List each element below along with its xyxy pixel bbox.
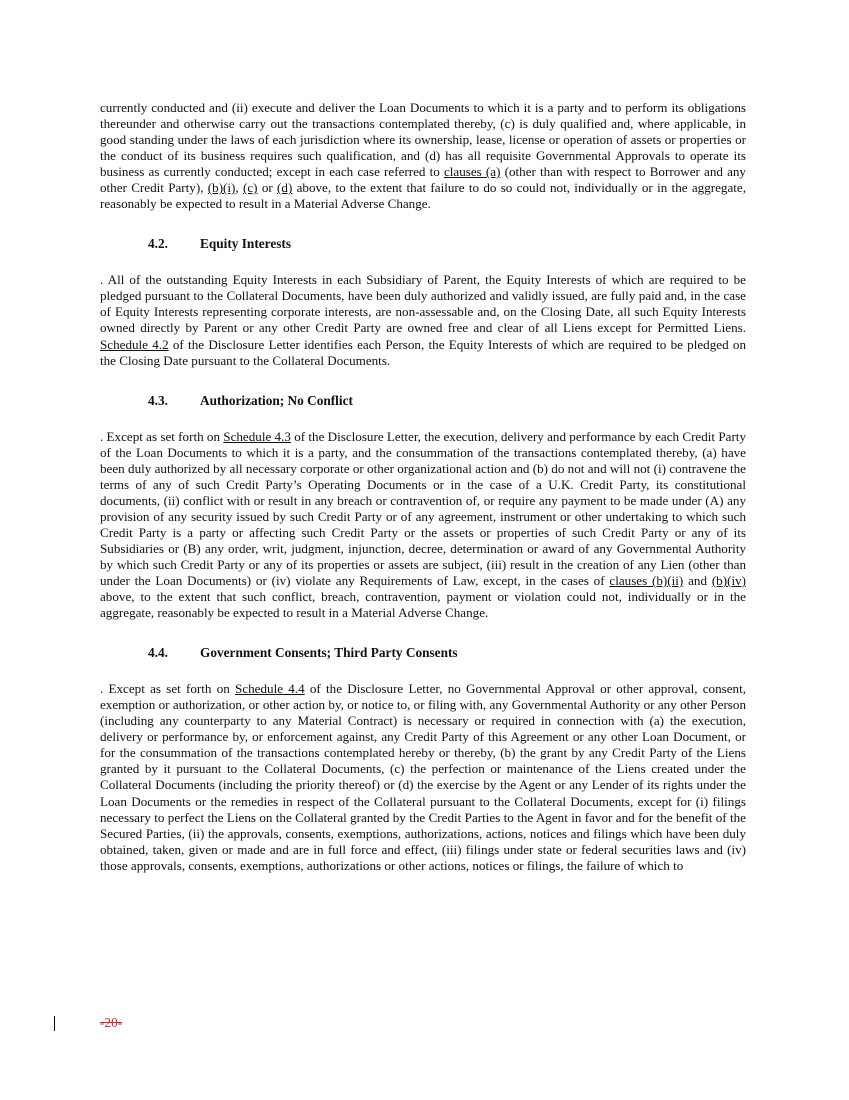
- section-title: Equity Interests: [200, 236, 291, 252]
- paragraph-equity-interests: . All of the outstanding Equity Interests in each Subsidiary of Parent, the Equity Interests of which are required to be pledged pursuant to the Collateral Documents, have been duly authorized and validly issued, are fully paid and, in the case of Equity Interests representing corporate interests, are non-assessable and, on the Closing Date, all such Equity Interests owned directly by Parent or any other Credit Party are owned free and clear of all Liens except for Permitted Liens. Schedule 4.2 of the Disclosure Letter identifies each Person, the Equity Interests of which are required to be pledged on the Closing Date pursuant to the Collateral Documents.: [100, 272, 746, 368]
- change-bar: [54, 1016, 55, 1031]
- schedule-reference: Schedule 4.4: [235, 681, 305, 697]
- schedule-reference: Schedule 4.2: [100, 336, 169, 352]
- section-title: Authorization; No Conflict: [200, 392, 353, 408]
- section-heading-4-4: [100, 645, 746, 661]
- paragraph-government-consents: . Except as set forth on Schedule 4.4 of the Disclosure Letter, no Governmental Approval or other approval, consent, exemption or authorization, or other action by, or notice to, or filing with, any Governmental Authority or any other Person (including any counterparty to any Material Contract) is necessary or required in connection with (a) the execution, delivery or performance by, or enforcement against, any Credit Party of this Agreement or any other Loan Document, or for the consummation of the transactions contemplated hereby or thereby, (b) the grant by any Credit Party of the Liens granted by it pursuant to the Collateral Documents, (c) the perfection or maintenance of the Liens created under the Collateral Documents (including the priority thereof) or (d) the exercise by the Agent or any Lender of its rights under the Loan Documents or the remedies in respect of the Collateral pursuant to the Collateral Documents, except for (i) filings necessary to perfect the Liens on the Collateral granted by the Credit Parties to the Agent in favor and for the benefit of the Secured Parties, (ii) the approvals, consents, exemptions, authorizations, actions, notices and filings which have been duly obtained, taken, given or made and are in full force and effect, (iii) filings under state or federal securities laws and (iv) those approvals, consents, exemptions, authorizations or other actions, notices or filings, the failure of which to: [100, 681, 747, 873]
- document-page: [100, 100, 746, 874]
- paragraph-authorization: . Except as set forth on Schedule 4.3 of the Disclosure Letter, the execution, delivery and performance by each Credit Party of the Loan Documents to which it is a party, and the consummation of the transactions contemplated thereby, (a) have been duly authorized by all necessary corporate or other organizational action and (b) do not and will not (i) contravene the terms of any of such Credit Party’s Operating Documents or in the case of a U.K. Credit Party, its constitutional documents, (ii) conflict with or result in any breach or contravention of, or require any payment to be made under (A) any provision of any security issued by such Credit Party or of any agreement, instrument or other undertaking to which such Credit Party is a party or affecting such Credit Party or the assets or properties of such Credit Party or any of its Subsidiaries or (B) any order, writ, judgment, injunction, decree, determination or award of any Governmental Authority by which such Credit Party or any of its properties or assets are subject, (iii) result in the creation of any Lien (other than under the Loan Documents) or (iv) violate any Requirements of Law, except, in the cases of clauses (b)(ii) and (b)(iv) above, to the extent that such conflict, breach, contravention, payment or violation could not, individually or in the aggregate, reasonably be expected to result in a Material Adverse Change.: [100, 428, 746, 621]
- paragraph-continued: currently conducted and (ii) execute and deliver the Loan Documents to which it is a party and to perform its obligations thereunder and otherwise carry out the transactions contemplated thereby, (c) is duly qualified and, where applicable, in good standing under the laws of each jurisdiction where its ownership, lease, license or operation of assets or properties or the conduct of its business requires such qualification, and (d) has all requisite Governmental Approvals to operate its business as currently conducted; except in each case referred to clauses (a) (other than with respect to Borrower and any other Credit Party), (b)(i), (c) or (d) above, to the extent that failure to do so could not, individually or in the aggregate, reasonably be expected to result in a Material Adverse Change.: [100, 100, 746, 212]
- clause-reference: (b)(iv): [711, 573, 746, 589]
- section-title: Government Consents; Third Party Consents: [200, 645, 458, 661]
- clause-reference: clauses (a): [443, 164, 501, 180]
- section-number: 4.3.: [148, 392, 168, 408]
- section-number: 4.2.: [148, 236, 168, 252]
- section-number: 4.4.: [148, 645, 168, 661]
- clause-reference: (d): [277, 180, 293, 196]
- schedule-reference: Schedule 4.3: [223, 428, 291, 444]
- section-heading-4-3: [100, 393, 746, 409]
- page-number: -20-: [100, 1015, 123, 1030]
- clause-reference: (c): [242, 180, 258, 196]
- section-heading-4-2: [100, 236, 746, 252]
- clause-reference: clauses (b)(ii): [609, 573, 684, 589]
- clause-reference: (b)(i): [207, 180, 236, 196]
